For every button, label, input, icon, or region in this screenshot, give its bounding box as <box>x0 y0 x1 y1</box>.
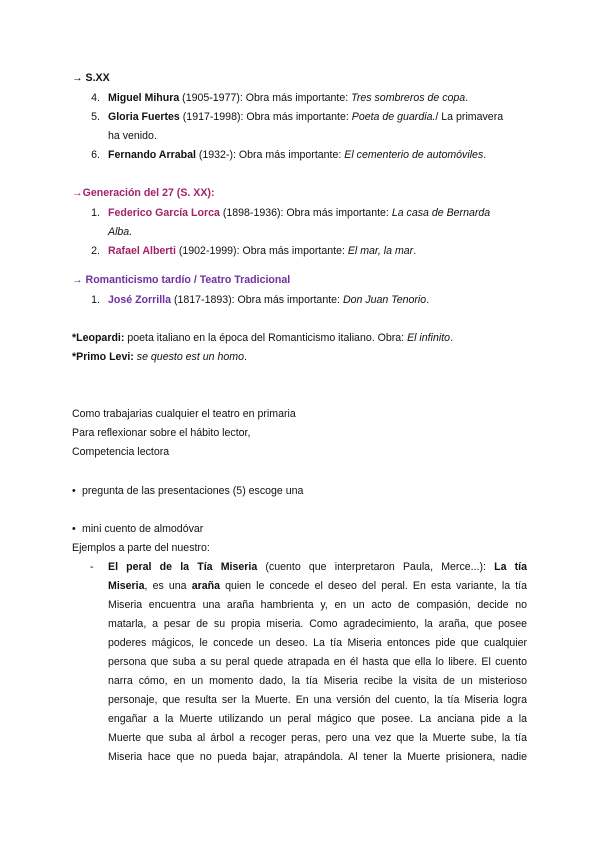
dash-marker: - <box>90 561 94 573</box>
author-detail: (1898-1936): Obra más importante: <box>219 207 392 219</box>
author-name: Miguel Mihura <box>108 92 180 104</box>
note-label: *Leopardi: <box>72 332 125 344</box>
author-name: José Zorrilla <box>108 294 171 306</box>
bullet-dot: • <box>72 485 76 497</box>
note-leopardi <box>72 331 453 345</box>
author-detail: (1932-): Obra más importante: <box>195 149 345 161</box>
author-name: Gloria Fuertes <box>108 111 180 123</box>
list-number: 1. <box>91 207 100 219</box>
note-work: se questo est un homo <box>136 351 244 363</box>
punct: . <box>450 332 454 344</box>
bullet-text: pregunta de las presentaciones (5) escoge una <box>82 485 304 497</box>
list-number: 4. <box>91 92 100 104</box>
list-number: 1. <box>91 294 100 306</box>
work-title: Tres sombreros de copa <box>351 92 466 104</box>
note-text: poeta italiano en la época del Romanticismo italiano. Obra: <box>124 332 408 344</box>
story-paragraph-line: poderes mágicos, le concede un deseo. La tía Miseria entonces pide que cualquier <box>108 637 527 649</box>
question-line: Competencia lectora <box>72 446 170 458</box>
story-text: , es una <box>144 580 192 592</box>
work-title: Poeta de guardia. <box>351 111 436 123</box>
author-detail: (1902-1999): Obra más importante: <box>175 245 348 257</box>
story-paragraph-line <box>108 560 527 574</box>
story-bold: La tía <box>494 561 528 573</box>
list-text-continuation: ha venido. <box>108 130 157 142</box>
section-heading-gen27: →Generación del 27 (S. XX): <box>72 187 215 199</box>
story-text: (cuento que interpretaron Paula, Merce...): <box>257 561 495 573</box>
author-detail: (1817-1893): Obra más importante: <box>171 294 343 306</box>
work-title: El cementerio de automóviles <box>344 149 484 161</box>
list-text <box>108 293 429 307</box>
story-paragraph-line: Miseria encuentra una araña hambrienta y, en un acto de compasión, decide no <box>108 599 527 611</box>
story-paragraph-line: narra cómo, en un momento dado, la tía Miseria recibe la visita de un misterioso <box>108 675 527 687</box>
story-paragraph-line: engañar a la Muerte utilizando un peral mágico que posee. La anciana pide a la <box>108 713 527 725</box>
author-name: Rafael Alberti <box>108 245 176 257</box>
list-text <box>108 244 416 258</box>
bullet-text: mini cuento de almodóvar <box>82 523 204 535</box>
punct: . <box>243 351 247 363</box>
work-title: La casa de Bernarda <box>391 207 491 219</box>
bullet-dot: • <box>72 523 76 535</box>
story-bold: araña <box>191 580 220 592</box>
examples-intro: Ejemplos a parte del nuestro: <box>72 542 210 554</box>
punct: . <box>465 92 469 104</box>
question-line: Para reflexionar sobre el hábito lector, <box>72 427 251 439</box>
section-heading-sxx: → S.XX <box>72 72 110 84</box>
story-paragraph-line: personaje, que resulta ser la Muerte. En una versión del cuento, la tía Miseria logra <box>108 694 527 706</box>
list-number: 5. <box>91 111 100 123</box>
story-paragraph-line: Muerte que suba al árbol a recoger peras, pero una vez que la Muerte sube, la tía <box>108 732 527 744</box>
punct: . <box>483 149 487 161</box>
note-work: El infinito <box>407 332 451 344</box>
story-paragraph-line: persona que suba a su peral quede atrapada en él hasta que ella lo libere. El cuento <box>108 656 527 668</box>
list-text <box>108 148 486 162</box>
punct: . <box>413 245 417 257</box>
story-paragraph-line: Miseria hace que no pueda bajar, atrapándola. Al tener la Muerte prisionera, nadie <box>108 751 527 763</box>
note-label: *Primo Levi: <box>72 351 134 363</box>
list-text <box>108 110 503 124</box>
story-title: El peral de la Tía Miseria <box>108 561 258 573</box>
question-line: Como trabajarias cualquier el teatro en primaria <box>72 408 296 420</box>
author-name: Federico García Lorca <box>108 207 220 219</box>
story-text: quien le concede el deseo del peral. En esta variante, la tía <box>219 580 528 592</box>
section-heading-romanticismo: → Romanticismo tardío / Teatro Tradicional <box>72 274 291 286</box>
work-title: Don Juan Tenorio <box>342 294 427 306</box>
punct: . <box>426 294 430 306</box>
note-primo-levi <box>72 350 247 364</box>
list-text <box>108 206 490 220</box>
work-title: El mar, la mar <box>347 245 414 257</box>
list-number: 2. <box>91 245 100 257</box>
list-text <box>108 91 468 105</box>
punct: / La primavera <box>435 111 504 123</box>
story-paragraph-line: matarla, a pesar de su propia miseria. Como agradecimiento, la araña, que posee <box>108 618 527 630</box>
author-detail: (1905-1977): Obra más importante: <box>179 92 352 104</box>
author-name: Fernando Arrabal <box>108 149 196 161</box>
story-bold: Miseria <box>108 580 145 592</box>
author-detail: (1917-1998): Obra más importante: <box>179 111 352 123</box>
list-text-continuation: Alba. <box>108 226 133 238</box>
list-number: 6. <box>91 149 100 161</box>
story-paragraph-line <box>108 579 527 593</box>
